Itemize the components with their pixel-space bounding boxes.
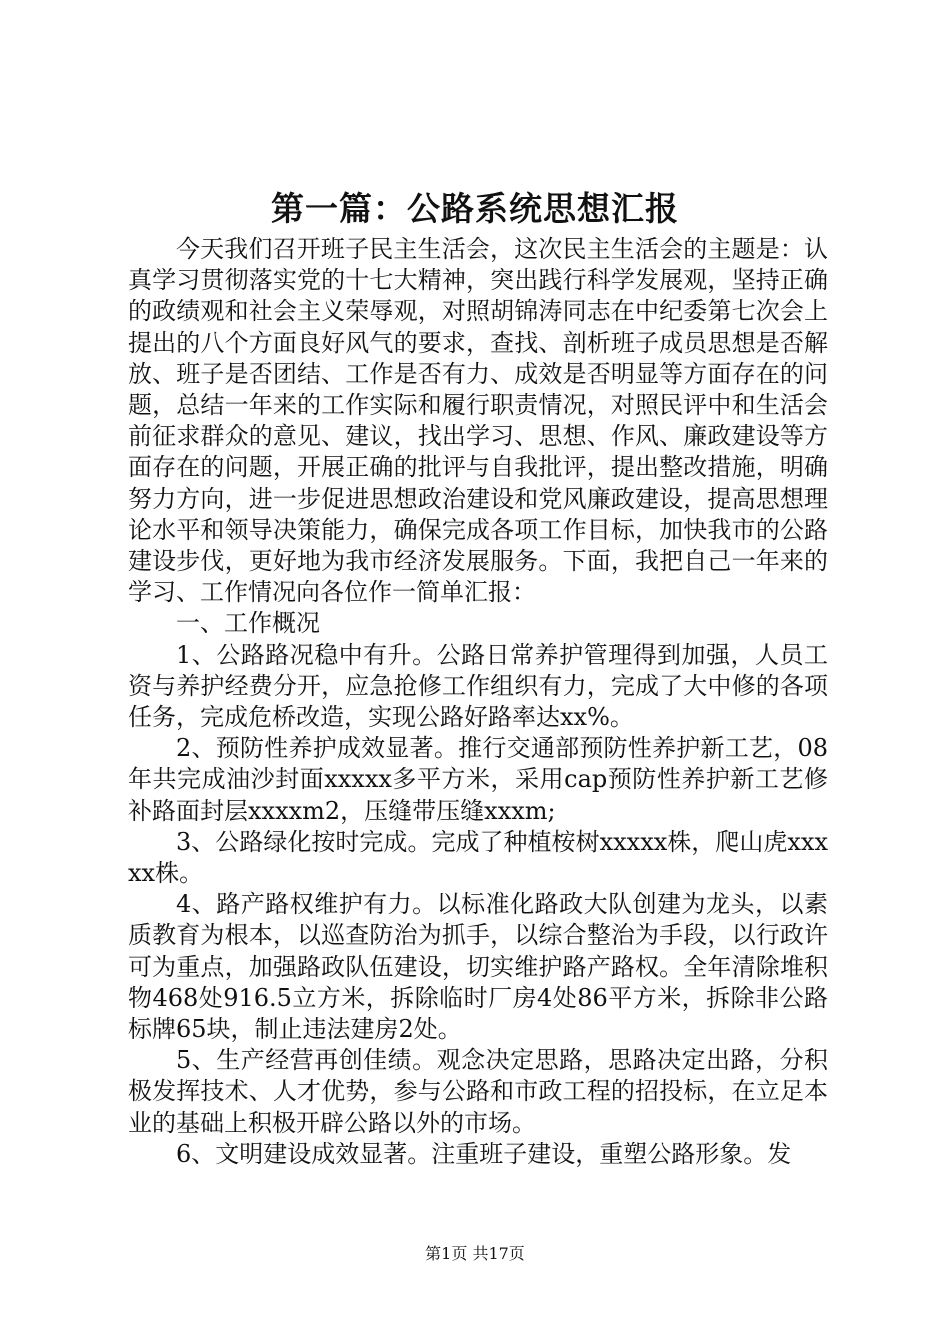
page-footer: 第1页 共17页 <box>425 1244 525 1263</box>
document-body <box>128 234 828 1170</box>
paragraph: 2、预防性养护成效显著。推行交通部预防性养护新工艺，08年共完成油沙封面xxxxx多平方米，采用cap预防性养护新工艺修补路面封层xxxxm2，压缝带压缝xxxm; <box>128 734 828 825</box>
paragraph: 3、公路绿化按时完成。完成了种植桉树xxxxx株，爬山虎xxxxx株。 <box>128 827 828 888</box>
document-title: 第一篇：公路系统思想汇报 <box>271 189 679 228</box>
paragraph: 4、路产路权维护有力。以标准化路政大队创建为龙头，以素质教育为根本，以巡查防治为抓手，以综合整治为手段，以行政许可为重点，加强路政队伍建设，切实维护路产路权。全年清除堆积物468处916.5立方米，拆除临时厂房4处86平方米，拆除非公路标牌65块，制止违法建房2处。 <box>128 890 828 1044</box>
paragraph: 1、公路路况稳中有升。公路日常养护管理得到加强，人员工资与养护经费分开，应急抢修工作组织有力，完成了大中修的各项任务，完成危桥改造，实现公路好路率达xx%。 <box>128 640 828 732</box>
paragraph: 今天我们召开班子民主生活会，这次民主生活会的主题是：认真学习贯彻落实党的十七大精神，突出践行科学发展观，坚持正确的政绩观和社会主义荣辱观，对照胡锦涛同志在中纪委第七次会上提出的八个方面良好风气的要求，查找、剖析班子成员思想是否解放、班子是否团结、工作是否有力、成效是否明显等方面存在的问题，总结一年来的工作实际和履行职责情况，对照民评中和生活会前征求群众的意见、建议，找出学习、思想、作风、廉政建设等方面存在的问题，开展正确的批评与自我批评，提出整改措施，明确努力方向，进一步促进思想政治建设和党风廉政建设，提高思想理论水平和领导决策能力，确保完成各项工作目标，加快我市的公路建设步伐，更好地为我市经济发展服务。下面，我把自己一年来的学习、工作情况向各位作一简单汇报： <box>128 235 828 607</box>
section-heading: 一、工作概况 <box>176 609 320 638</box>
paragraph: 5、生产经营再创佳绩。观念决定思路，思路决定出路，分积极发挥技术、人才优势，参与公路和市政工程的招投标，在立足本业的基础上积极开辟公路以外的市场。 <box>128 1046 828 1137</box>
paragraph: 6、文明建设成效显著。注重班子建设，重塑公路形象。发 <box>176 1139 792 1168</box>
